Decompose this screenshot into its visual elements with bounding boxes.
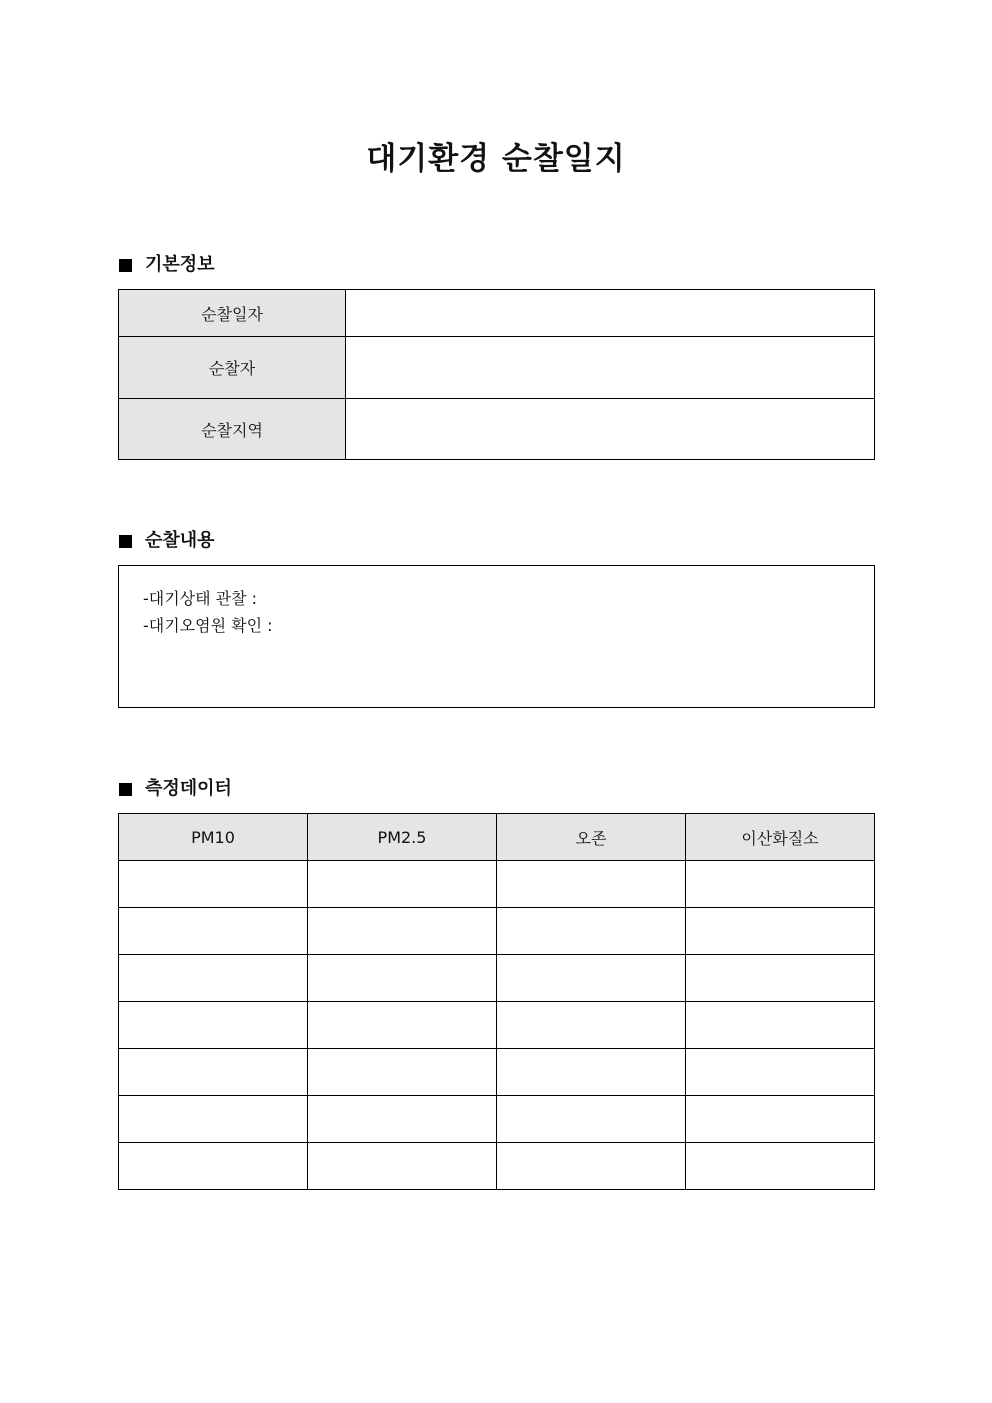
table-row <box>119 908 875 955</box>
table-cell[interactable] <box>686 908 875 955</box>
table-cell[interactable] <box>308 955 497 1002</box>
column-header-pm25: PM2.5 <box>308 814 497 861</box>
table-cell[interactable] <box>686 1002 875 1049</box>
table-cell[interactable] <box>119 1002 308 1049</box>
air-condition-observation-line: -대기상태 관찰 : <box>143 589 258 608</box>
basic-info-table <box>118 289 875 460</box>
section-heading-measurement <box>119 776 232 802</box>
table-cell[interactable] <box>308 908 497 955</box>
table-cell[interactable] <box>497 908 686 955</box>
table-row <box>119 861 875 908</box>
square-bullet-icon <box>119 259 132 272</box>
pollution-source-check-line: -대기오염원 확인 : <box>143 616 273 635</box>
table-row <box>119 1143 875 1190</box>
page-title: 대기환경 순찰일지 <box>366 141 626 177</box>
table-cell[interactable] <box>497 1002 686 1049</box>
table-cell[interactable] <box>686 1049 875 1096</box>
table-cell[interactable] <box>308 1143 497 1190</box>
column-header-ozone: 오존 <box>497 814 686 861</box>
patrol-date-label: 순찰일자 <box>119 290 346 337</box>
column-header-no2: 이산화질소 <box>686 814 875 861</box>
section-heading-label: 기본정보 <box>145 254 215 275</box>
table-cell[interactable] <box>686 1143 875 1190</box>
square-bullet-icon <box>119 535 132 548</box>
table-cell[interactable] <box>308 861 497 908</box>
table-cell[interactable] <box>497 1096 686 1143</box>
patroller-field[interactable] <box>346 337 875 399</box>
section-heading-basic-info <box>119 252 215 278</box>
table-cell[interactable] <box>119 1143 308 1190</box>
table-cell[interactable] <box>119 908 308 955</box>
table-row <box>119 290 875 337</box>
table-cell[interactable] <box>686 861 875 908</box>
patrol-area-field[interactable] <box>346 399 875 460</box>
table-cell[interactable] <box>308 1002 497 1049</box>
table-row <box>119 1049 875 1096</box>
section-heading-label: 순찰내용 <box>145 530 215 551</box>
table-cell[interactable] <box>119 955 308 1002</box>
section-heading-label: 측정데이터 <box>145 778 232 799</box>
table-cell[interactable] <box>308 1049 497 1096</box>
table-cell[interactable] <box>308 1096 497 1143</box>
section-heading-patrol-content <box>119 528 215 554</box>
table-cell[interactable] <box>119 861 308 908</box>
table-cell[interactable] <box>119 1096 308 1143</box>
table-cell[interactable] <box>686 955 875 1002</box>
table-row <box>119 1002 875 1049</box>
table-cell[interactable] <box>497 1049 686 1096</box>
table-cell[interactable] <box>497 1143 686 1190</box>
table-cell[interactable] <box>497 861 686 908</box>
table-header-row <box>119 814 875 861</box>
table-row <box>119 955 875 1002</box>
table-row <box>119 399 875 460</box>
square-bullet-icon <box>119 783 132 796</box>
table-cell[interactable] <box>497 955 686 1002</box>
table-row <box>119 337 875 399</box>
patrol-area-label: 순찰지역 <box>119 399 346 460</box>
patroller-label: 순찰자 <box>119 337 346 399</box>
table-cell[interactable] <box>686 1096 875 1143</box>
column-header-pm10: PM10 <box>119 814 308 861</box>
table-cell[interactable] <box>119 1049 308 1096</box>
patrol-content-box[interactable] <box>118 565 875 708</box>
table-row <box>119 1096 875 1143</box>
measurement-table <box>118 813 875 1190</box>
patrol-date-field[interactable] <box>346 290 875 337</box>
